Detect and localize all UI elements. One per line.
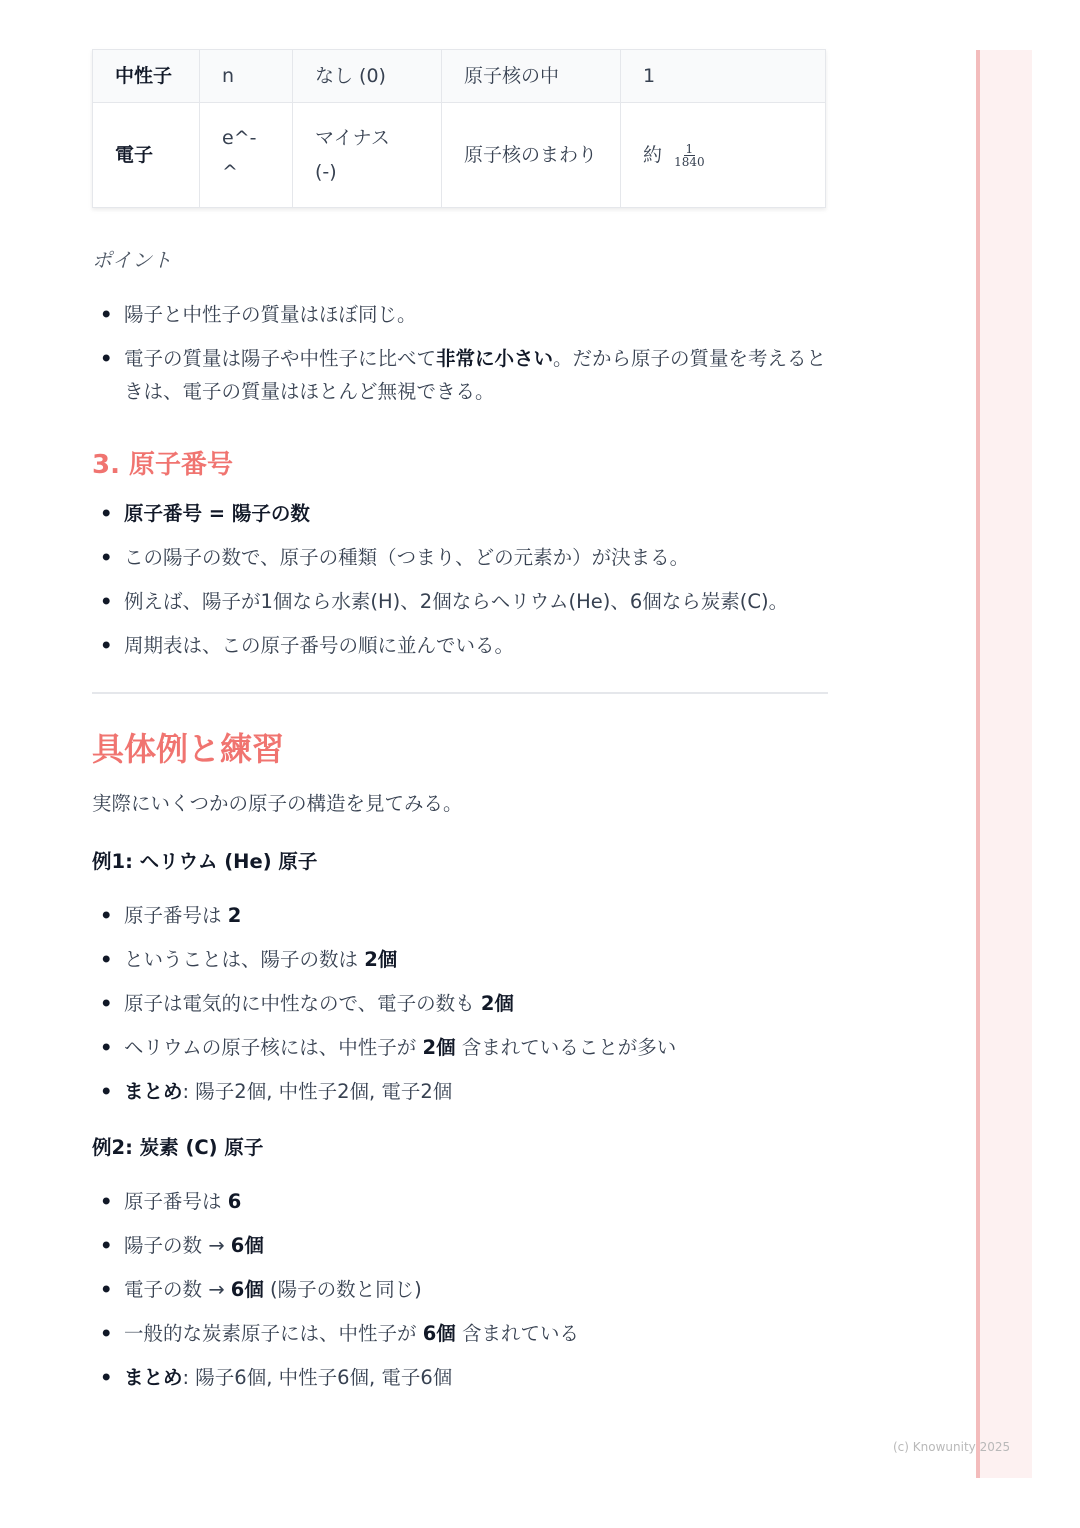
item-bold: 6個 bbox=[422, 1322, 456, 1345]
fraction-numerator: 1 bbox=[685, 142, 694, 156]
list-item bbox=[92, 1075, 828, 1108]
list-item bbox=[92, 497, 828, 530]
item-text: 電子の数 → bbox=[124, 1278, 231, 1301]
intro-text: 実際にいくつかの原子の構造を見てみる。 bbox=[92, 792, 463, 815]
charge-line: (-) bbox=[315, 161, 337, 183]
list-item bbox=[92, 1361, 828, 1394]
item-text: 。だから原子の質量を考えるときは、電子の質量はほとんど無視できる。 bbox=[124, 347, 827, 403]
item-bold: 2個 bbox=[422, 1036, 456, 1059]
table-row bbox=[93, 50, 826, 103]
item-bold: 2個 bbox=[480, 992, 514, 1015]
table-cell-mass: 1 bbox=[621, 50, 826, 103]
item-bold: 2 bbox=[227, 904, 242, 927]
example-title: 例2: 炭素 (C) 原子 bbox=[92, 1136, 264, 1159]
item-bold: まとめ bbox=[124, 1080, 183, 1103]
copyright-footer: (c) Knowunity 2025 bbox=[893, 1440, 1011, 1454]
item-text: ヘリウムの原子核には、中性子が bbox=[124, 1036, 423, 1059]
table-cell-location: 原子核の中 bbox=[442, 50, 621, 103]
item-text: (陽子の数と同じ) bbox=[263, 1278, 422, 1301]
section-heading: 3. 原子番号 bbox=[92, 450, 234, 480]
list-item: • 周期表は、この原子番号の順に並んでいる。 bbox=[92, 629, 828, 662]
mass-prefix: 約 bbox=[643, 144, 663, 166]
item-bold: 原子番号 = 陽子の数 bbox=[124, 502, 310, 525]
table-cell-location: 原子核のまわり bbox=[442, 103, 621, 208]
example1-list bbox=[92, 899, 828, 1108]
item-text: 含まれていることが多い bbox=[455, 1036, 677, 1059]
list-item bbox=[92, 1317, 828, 1350]
list-item bbox=[92, 987, 828, 1020]
point-list bbox=[92, 298, 828, 408]
item-text: : 陽子2個, 中性子2個, 電子2個 bbox=[182, 1080, 453, 1103]
item-bold: 6個 bbox=[230, 1278, 264, 1301]
point-label: ポイント bbox=[92, 248, 172, 272]
item-text: ということは、陽子の数は bbox=[124, 948, 365, 971]
list-item bbox=[92, 1273, 828, 1306]
list-item bbox=[92, 943, 828, 976]
item-text: 含まれている bbox=[455, 1322, 579, 1345]
side-margin-band bbox=[976, 50, 1032, 1478]
table-cell-name: 電子 bbox=[93, 103, 200, 208]
item-text: 原子は電気的に中性なので、電子の数も bbox=[124, 992, 481, 1015]
item-text: 陽子の数 → bbox=[124, 1234, 231, 1257]
list-item bbox=[92, 1229, 828, 1262]
section-heading: 具体例と練習 bbox=[92, 730, 285, 768]
item-text: 一般的な炭素原子には、中性子が bbox=[124, 1322, 423, 1345]
list-item: • この陽子の数で、原子の種類（つまり、どの元素か）が決まる。 bbox=[92, 541, 828, 574]
table-cell-symbol: n bbox=[200, 50, 293, 103]
divider bbox=[92, 692, 828, 694]
table-cell-symbol: e^-^ bbox=[200, 103, 293, 208]
fraction-denominator: 1840 bbox=[674, 155, 705, 169]
table-row bbox=[93, 103, 826, 208]
mass-fraction bbox=[674, 143, 705, 168]
atomic-number-list bbox=[92, 497, 828, 662]
item-bold: 6個 bbox=[230, 1234, 264, 1257]
charge-line: マイナス bbox=[315, 127, 390, 149]
item-bold: 非常に小さい bbox=[436, 347, 554, 370]
table-cell-charge bbox=[293, 103, 442, 208]
list-item bbox=[92, 342, 828, 408]
list-item bbox=[92, 899, 828, 932]
item-bold: 6 bbox=[227, 1190, 242, 1213]
table-cell-name: 中性子 bbox=[93, 50, 200, 103]
item-text: : 陽子6個, 中性子6個, 電子6個 bbox=[182, 1366, 453, 1389]
particle-table bbox=[92, 49, 826, 208]
list-item: • 陽子と中性子の質量はほぼ同じ。 bbox=[92, 298, 828, 331]
item-text: 原子番号は bbox=[124, 1190, 228, 1213]
list-item: • 例えば、陽子が1個なら水素(H)、2個ならヘリウム(He)、6個なら炭素(C)。 bbox=[92, 585, 828, 618]
table-cell-charge: なし (0) bbox=[293, 50, 442, 103]
item-text: 電子の質量は陽子や中性子に比べて bbox=[124, 347, 437, 370]
item-bold: まとめ bbox=[124, 1366, 183, 1389]
list-item bbox=[92, 1031, 828, 1064]
example2-list bbox=[92, 1185, 828, 1394]
example-title: 例1: ヘリウム (He) 原子 bbox=[92, 850, 318, 873]
item-text: 原子番号は bbox=[124, 904, 228, 927]
table-cell-mass bbox=[621, 103, 826, 208]
item-bold: 2個 bbox=[364, 948, 398, 971]
list-item bbox=[92, 1185, 828, 1218]
side-margin-line bbox=[976, 50, 980, 1478]
